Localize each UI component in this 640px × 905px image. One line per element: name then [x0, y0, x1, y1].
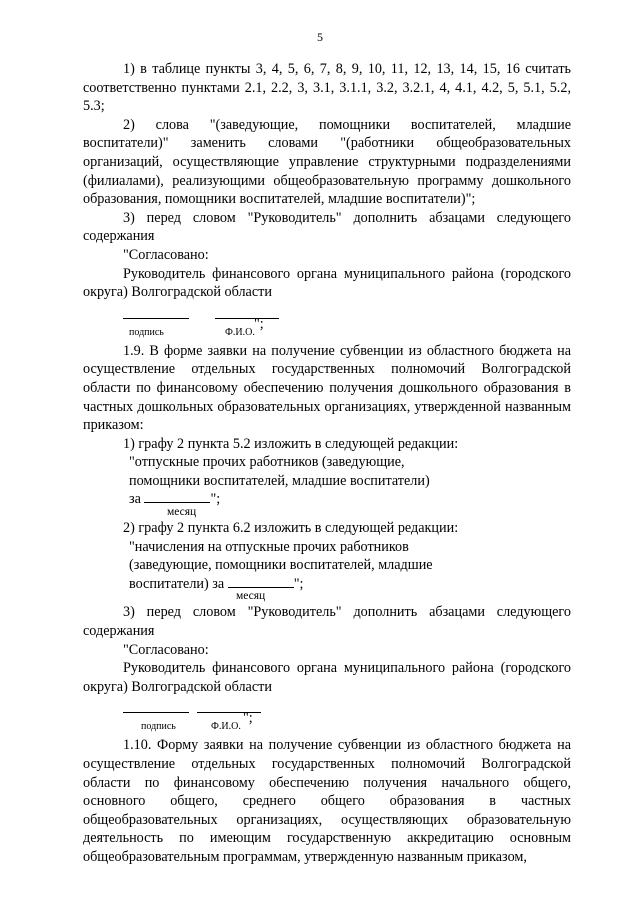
page-number: 5: [317, 30, 323, 44]
paragraph-1-9-item-3: 3) перед словом "Руководитель" дополнить абзацами следующего содержания: [83, 604, 571, 640]
month-blank-line: [228, 575, 294, 588]
agreed-label: "Согласовано:: [123, 641, 209, 658]
head-of-finance-label: Руководитель финансового органа муниципального района (городского округа) Волгоградской области: [83, 660, 571, 695]
quote-1-text: "отпускные прочих работников (заведующие, помощники воспитателей, младшие воспитатели): [129, 454, 430, 489]
closing-quote: ";: [243, 710, 253, 727]
name-line: [215, 318, 279, 319]
agreed-label: "Согласовано:: [123, 246, 209, 263]
quote-1-prefix: за: [129, 491, 141, 508]
name-caption: Ф.И.О.: [211, 721, 241, 733]
signature-line: [123, 318, 189, 319]
signature-line: [123, 712, 189, 713]
quote-2-prefix: воспитатели) за: [129, 575, 225, 592]
month-caption: месяц: [167, 506, 197, 519]
paragraph-item-1: 1) в таблице пункты 3, 4, 5, 6, 7, 8, 9, 10, 11, 12, 13, 14, 15, 16 считать соответственно пунктами 2.1, 2.2, 3, 3.1, 3.1.1, 3.2, 3.2.1, 4, 4.1, 4.2, 5, 5.1, 5.2, 5.3;: [83, 61, 571, 115]
paragraph-1-10-intro: 1.10. Форму заявки на получение субвенции из областного бюджета на осуществление отдельных государственных полномочий Волгоградской области по финансовому обеспечению получения начального общего, основного общего, среднего общего образования в частных общеобразовательных организациях, осуществляющих образовательную деятельность по имеющим государственную аккредитацию основным общеобразовательным программам, утвержденную названным приказом,: [83, 737, 571, 865]
head-of-finance-label: Руководитель финансового органа муниципального района (городского округа) Волгоградской области: [83, 265, 571, 301]
quote-2-suffix: ";: [293, 575, 304, 592]
quote-2-text: "начисления на отпускные прочих работников (заведующие, помощники воспитателей, младшие: [129, 538, 433, 574]
signature-block: [83, 302, 571, 342]
signature-block: [83, 696, 571, 736]
month-blank-line: [144, 490, 210, 503]
month-caption: месяц: [236, 590, 266, 603]
quote-1-suffix: ";: [210, 491, 221, 508]
paragraph-item-3: 3) перед словом "Руководитель" дополнить абзацами следующего содержания: [83, 209, 571, 245]
paragraph-item-2: 2) слова "(заведующие, помощники воспитателей, младшие воспитатели)" заменить словами "(работники общеобразовательных организаций, осуществляющие управление структурными подразделениями (филиалами), реализующими общеобразовательную программу дошкольного образования, помощники воспитателей, младшие воспитатели)";: [83, 116, 571, 208]
signature-caption: подпись: [141, 721, 176, 733]
paragraph-1-9-item-1: 1) графу 2 пункта 5.2 изложить в следующей редакции:: [123, 435, 459, 452]
quote-2: [83, 538, 479, 594]
closing-quote: ";: [254, 315, 264, 332]
quote-1: [83, 453, 479, 490]
paragraph-1-9-intro: 1.9. В форме заявки на получение субвенции из областного бюджета на осуществление отдельных государственных полномочий Волгоградской области по финансовому обеспечению получения дошкольного образования в частных дошкольных образовательных организациях, утвержденной названным приказом:: [83, 342, 571, 434]
paragraph-1-9-item-2: 2) графу 2 пункта 6.2 изложить в следующей редакции:: [123, 520, 459, 537]
name-caption: Ф.И.О.: [225, 326, 255, 338]
signature-caption: подпись: [129, 326, 164, 338]
document-body: [83, 60, 571, 867]
